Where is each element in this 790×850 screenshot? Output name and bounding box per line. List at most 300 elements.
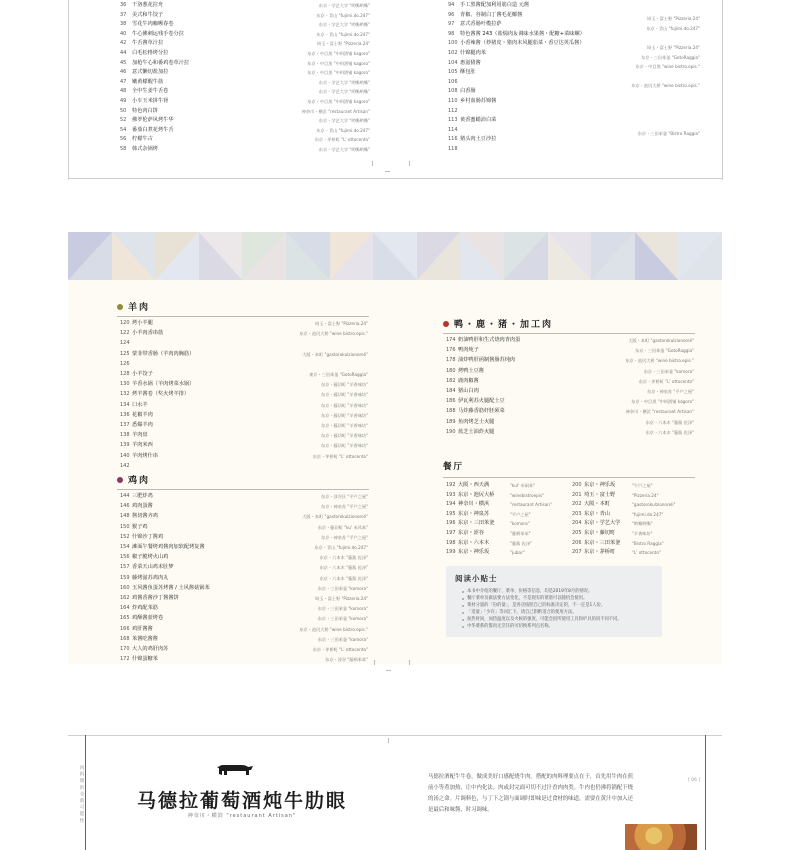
index-entry-number: 156	[120, 554, 130, 561]
crop-mark	[372, 161, 373, 166]
banner-triangle	[242, 232, 286, 280]
restaurant-entry-location: 东京・神乐坂	[584, 482, 616, 488]
index-entry[interactable]	[446, 429, 494, 435]
index-entry[interactable]	[120, 575, 168, 581]
index-entry[interactable]	[120, 371, 153, 377]
index-entry-title: 柠檬牛古	[132, 136, 153, 143]
index-entry-number: 58	[120, 146, 127, 152]
index-entry-number: 38	[120, 21, 127, 28]
index-entry[interactable]	[120, 117, 174, 123]
restaurant-entry-name: "藤酱 佐泽"	[510, 540, 532, 546]
index-entry[interactable]	[120, 544, 205, 550]
index-entry[interactable]	[120, 2, 163, 8]
index-entry-title: 三肥炸鸡	[132, 493, 153, 499]
index-entry[interactable]	[120, 340, 132, 346]
index-entry-number: 184	[446, 388, 456, 394]
index-entry-number: 166	[120, 625, 130, 632]
index-entry[interactable]	[120, 351, 194, 357]
index-entry[interactable]	[120, 108, 158, 114]
index-entry-shop: 埼玉・富士野 "Pizzeria.24"	[647, 45, 700, 50]
index-entry[interactable]	[446, 368, 484, 374]
index-entry-title: 青椒、谷制白丁酱毛花椰酱	[460, 11, 523, 18]
index-entry-shop: 东京・学艺大学 "哟嘶哟嘶"	[318, 79, 370, 85]
index-entry-title: 玉风酱鱼蛋苏烤酱 / 土风酱菇锅苯	[132, 584, 210, 591]
index-entry[interactable]	[446, 408, 505, 414]
reading-tip-item: 中华菜系的酱肉无烹饪的可切换系列点名称。	[462, 623, 653, 630]
index-entry-title: 猪头肉土豆沙拉	[460, 136, 497, 143]
index-entry-shop: 东京・六本木 "藤酱 佐泽"	[319, 575, 368, 581]
restaurant-entry-number: 198	[446, 539, 456, 546]
index-entry-shop: 东京・池尻大桥 "wine bistro.epis."	[299, 331, 368, 337]
index-entry-shop: 東京・三田苯釜 "GotoRaggia"	[309, 372, 368, 377]
index-entry-title: 嫩黄檬醒牛筋	[132, 78, 164, 85]
index-entry-number: 96	[448, 11, 455, 18]
restaurant-entry[interactable]	[572, 492, 615, 498]
index-entry-shop: 东京・中目黑 "中料酒铺 kagoro"	[307, 60, 370, 66]
index-entry-title: 鱼肉烤芝士火腿	[458, 418, 495, 425]
index-entry[interactable]	[120, 402, 148, 408]
restaurant-entry-number: 203	[572, 510, 582, 517]
feature-vertical-note: 肉料理的全新可能性	[79, 765, 84, 825]
reading-tip-item: 加热时间、加热温度以及火候的强度，可能会因所使用工具和炉具的同不同不同。	[462, 616, 653, 623]
index-entry-shop: 东京・涉谷 "藤柄苯苯"	[325, 657, 368, 663]
restaurant-entry-location: 东京・学艺大学	[584, 520, 621, 527]
feature-page-number: [ 06 ]	[688, 778, 701, 783]
restaurant-entry-name: "Bistro Raggia"	[632, 540, 664, 546]
index-entry[interactable]	[120, 564, 174, 570]
index-entry[interactable]	[120, 554, 168, 560]
index-entry[interactable]	[120, 12, 163, 18]
index-entry-title: 乡村血肠苏锦酱	[460, 98, 497, 104]
restaurant-entry[interactable]	[572, 482, 615, 488]
index-entry-number: 37	[120, 11, 127, 18]
index-entry-number: 154	[120, 544, 130, 550]
index-entry[interactable]	[120, 60, 189, 66]
banner-triangle	[68, 232, 112, 280]
index-entry-number: 140	[120, 452, 130, 459]
index-entry-title: 奶油鸭肝和生式烧肉青肉蛋	[458, 337, 521, 343]
index-entry-number: 148	[120, 513, 130, 520]
index-entry[interactable]	[120, 40, 163, 46]
index-entry-shop: 东京・学艺大学 "哟嘶哟嘶"	[318, 118, 370, 124]
restaurant-entry-number: 194	[446, 501, 456, 508]
index-entry-number: 176	[446, 347, 456, 354]
index-entry[interactable]	[120, 146, 158, 152]
index-entry[interactable]	[120, 361, 132, 367]
restaurant-entry-name: "jubar"	[510, 550, 525, 556]
index-entry-title: 鹿肉椒酱	[458, 377, 479, 384]
banner-triangle	[635, 232, 679, 280]
banner-triangle	[417, 232, 461, 280]
section-dot-game	[443, 321, 449, 327]
index-entry-number: 137	[120, 422, 130, 428]
index-entry[interactable]	[446, 378, 479, 384]
restaurant-entry-number: 204	[572, 520, 582, 527]
index-entry-title: 椒子脆烤火山鸡	[132, 554, 169, 561]
index-entry[interactable]	[120, 513, 158, 519]
index-entry-shop: 东京・神泉苏 "平户之屋"	[320, 504, 368, 510]
index-entry-shop: 东京・藤切町 "羊香味坊"	[320, 443, 368, 449]
reading-tip-item: 「适量」「少许」等词汇下，请自己斟酌适合的使用方法。	[462, 609, 653, 616]
feature-photo	[625, 824, 697, 850]
index-entry-title: 大人的鸡肝肉苏	[132, 646, 169, 652]
reading-tip-item: 本书中介绍的餐厅、菜单、价格等信息，均是2019年8月的情况。	[462, 588, 653, 595]
index-entry-title: 猪山白肉	[458, 388, 479, 394]
reading-tip-item: 餐厅菜单及做法要方法变化，不是现有的菜谱可以随机会使用。	[462, 595, 653, 602]
index-entry-title: 意式香肠叶榄拉萨	[460, 21, 502, 28]
index-entry-title: 加枪牛心和番鸡卷草汁拉	[132, 59, 190, 66]
reading-tips-title: 阅读小贴士	[455, 574, 498, 583]
index-entry-shop: 东京・青山 "fujimi.do.247"	[316, 12, 370, 18]
index-entry-shop: 东京・池尻大桥 "wine bistro.epis."	[299, 626, 368, 632]
index-entry-number: 168	[120, 635, 130, 642]
index-entry-number: 97	[448, 21, 455, 28]
index-entry-title: 马炸藤香筋奸胚须菜	[458, 408, 505, 415]
index-entry[interactable]	[120, 127, 174, 133]
index-entry-number: 120	[120, 320, 130, 326]
restaurant-entry[interactable]	[572, 549, 615, 555]
index-entry[interactable]	[448, 146, 460, 152]
index-entry-title: 小车玉米拼牛肾	[132, 98, 169, 104]
index-entry-title: 美式和牛饺子	[132, 11, 164, 18]
index-entry-shop: 东京・三田苯釜 "Bistro Raggia"	[637, 131, 700, 136]
index-entry[interactable]	[448, 79, 460, 85]
feature-title: 马德拉葡萄酒炖牛肋眼	[136, 790, 347, 812]
reading-tip-item: 菜材分量的「份的量」，是各店按照自己的标准决定的，不一定是1人份。	[462, 602, 653, 609]
index-entry[interactable]	[448, 21, 502, 27]
index-entry-title: 意式懒切盐加拉	[132, 69, 169, 76]
index-entry-shop: 东京・藤切町 "羊香味坊"	[320, 382, 368, 388]
banner-triangle	[460, 232, 504, 280]
index-entry-number: 54	[120, 126, 127, 133]
restaurant-entry-number: 192	[446, 482, 456, 488]
index-entry-shop: 东京・藤切町 "羊香味坊"	[320, 433, 368, 439]
index-entry[interactable]	[446, 388, 479, 394]
restaurant-entry-name: "羊香味坊"	[632, 531, 653, 536]
feature-top-edge	[68, 735, 722, 736]
index-entry[interactable]	[446, 398, 505, 404]
index-entry[interactable]	[120, 21, 174, 27]
index-entry-number: 122	[120, 330, 130, 337]
index-entry[interactable]	[120, 646, 168, 652]
index-entry[interactable]	[120, 432, 148, 438]
index-entry-title: 口水羊	[132, 401, 148, 408]
section-title-game: 鸭・鹿・猪・加工肉	[454, 320, 554, 330]
restaurant-entry[interactable]	[572, 511, 610, 517]
index-entry-number: 189	[446, 418, 456, 425]
banner-triangle	[548, 232, 592, 280]
restaurant-entry-number: 195	[446, 510, 456, 517]
index-entry[interactable]	[120, 615, 163, 621]
index-entry[interactable]	[120, 493, 153, 499]
index-entry[interactable]	[446, 347, 479, 353]
restaurant-entry-name: "平户之屋"	[510, 511, 531, 517]
index-entry[interactable]	[448, 12, 522, 18]
restaurant-entry-name: "哟嘶哟嘶"	[632, 521, 653, 527]
index-entry-title: 牛舌酱草汁拉	[132, 40, 164, 47]
index-entry-number: 165	[120, 615, 130, 622]
index-entry[interactable]	[120, 626, 153, 632]
index-entry-title: 特色肉白饼	[132, 107, 158, 114]
index-entry[interactable]	[120, 391, 189, 397]
index-entry[interactable]	[120, 463, 132, 469]
banner-triangle	[591, 232, 635, 280]
index-entry-shop: 东京・涉谷区 "平户之屋"	[320, 494, 368, 499]
index-entry[interactable]	[448, 136, 496, 142]
index-entry-shop: 神奈川・横浜 "restaurant Artisan"	[301, 108, 370, 114]
index-entry[interactable]	[120, 585, 210, 591]
index-entry-title: 羊香水锅（羊肉烤菜水锅）	[132, 381, 195, 388]
index-entry[interactable]	[120, 656, 158, 662]
restaurant-entry-number: 200	[572, 482, 582, 488]
index-entry[interactable]	[448, 108, 460, 114]
index-entry-shop: 东京・三田苯釜 "GotoRaggia"	[635, 348, 694, 354]
index-entry-number: 136	[120, 411, 130, 418]
restaurant-entry-name: "komora"	[510, 521, 530, 527]
restaurant-entry-number: 196	[446, 520, 456, 527]
index-entry-shop: 东京・学艺大学 "哟嘶哟嘶"	[318, 22, 370, 28]
index-entry-shop: 东京・学艺大学 "哟嘶哟嘶"	[318, 147, 370, 152]
index-entry-title: 炸鸡配苯筋	[132, 605, 158, 612]
restaurant-entry-location: 神奈川・横浜	[458, 501, 490, 508]
index-entry-number: 132	[120, 391, 130, 398]
restaurant-entry[interactable]	[572, 540, 620, 546]
index-entry-shop: 东京・三田苯釜 "komora"	[317, 585, 368, 591]
index-entry-title: 惠滋猪酱	[460, 59, 481, 66]
index-entry[interactable]	[120, 412, 153, 418]
restaurant-entry-location: 大阪・本町	[584, 501, 610, 508]
feature-accent-rule-right	[705, 735, 706, 850]
index-entry-number: 36	[120, 2, 127, 8]
index-entry-title: 小羊饺子	[132, 371, 153, 377]
restaurant-entry[interactable]	[446, 492, 494, 498]
restaurant-entry-number: 202	[572, 501, 582, 508]
index-entry-number: 182	[446, 377, 456, 384]
index-entry-number: 174	[446, 337, 456, 343]
index-entry-title: 藤烤滋苏鸡肉丸	[132, 574, 169, 581]
index-entry-number: 172	[120, 656, 130, 663]
crop-mark	[409, 161, 410, 166]
restaurant-entry-location: 东京・神乐坂	[458, 549, 490, 556]
index-entry-number: 44	[120, 50, 127, 56]
reading-tips-list	[455, 588, 653, 630]
index-entry-number: 98	[448, 30, 455, 37]
restaurant-entry-name: "fujimi.do.247"	[632, 511, 664, 517]
section-title-lamb: 羊肉	[128, 303, 151, 313]
crop-mark	[385, 171, 390, 172]
index-entry[interactable]	[448, 50, 486, 56]
index-entry-title: 蓝芝士油炸火腿	[458, 428, 495, 435]
restaurant-entry[interactable]	[572, 530, 615, 536]
index-entry[interactable]	[120, 605, 158, 611]
restaurant-entry-location: 东京・神泉苏	[458, 510, 490, 517]
restaurant-entry[interactable]	[446, 501, 489, 507]
index-entry-number: 112	[448, 107, 458, 114]
index-entry[interactable]	[120, 88, 168, 94]
index-entry[interactable]	[120, 595, 179, 601]
index-entry-number: 190	[446, 428, 456, 435]
index-entry[interactable]	[448, 69, 476, 75]
index-entry-number: 142	[120, 462, 130, 469]
index-entry-title: 蒙菲带香肠（羊肉肉胸筋）	[132, 350, 195, 357]
index-entry-number: 49	[120, 98, 127, 104]
index-entry[interactable]	[446, 337, 520, 343]
page-edge-bottom	[68, 178, 722, 179]
page-edge-right	[722, 0, 723, 180]
index-entry-title: 羊肉烤什串	[132, 452, 158, 459]
index-entry-shop: 东京・茅桥町 "L' ottocento"	[312, 453, 368, 459]
index-entry-shop: 东京・六本木 "藤酱 佐泽"	[319, 565, 368, 571]
index-entry[interactable]	[448, 127, 460, 133]
index-entry[interactable]	[448, 117, 496, 123]
index-entry[interactable]	[120, 31, 184, 37]
index-entry-shop: 大阪・本町 "gastorokulzionoreli"	[302, 514, 368, 520]
index-entry-shop: 东京・学艺大学 "哟嘶哟嘶"	[318, 3, 370, 8]
index-entry-shop: 东京・中目黑 "中料酒铺 kagoro"	[307, 99, 370, 104]
index-entry[interactable]	[120, 98, 168, 104]
restaurant-entry[interactable]	[446, 549, 489, 555]
index-entry[interactable]	[120, 136, 153, 142]
index-entry[interactable]	[446, 357, 515, 363]
index-entry-title: 猴子鸡	[132, 523, 148, 530]
index-entry[interactable]	[120, 330, 163, 336]
restaurant-entry-location: 东京・青山	[584, 510, 610, 517]
index-entry-title: 滩面午餐烤鸡酱肉加软配烤复酱	[132, 544, 205, 550]
section-rule-lamb	[117, 316, 369, 317]
banner-triangle	[199, 232, 243, 280]
index-entry-shop: 东京・青山 "fujimi.do.247"	[316, 127, 370, 133]
index-entry-number: 128	[120, 371, 130, 377]
restaurant-entry-location: 东京・六本木	[458, 539, 490, 546]
index-entry-number: 114	[448, 126, 458, 133]
index-entry-number: 144	[120, 493, 130, 499]
restaurant-entry-location: 东京・茅桥町	[584, 549, 616, 556]
restaurant-entry-name: "藤柄苯苯"	[510, 531, 531, 536]
index-entry-title: 雪花牛肉咖喱春卷	[132, 21, 174, 28]
feature-accent-rule-left	[85, 735, 86, 850]
index-entry-shop: 东京・中目黑 "wine bistro.epis."	[635, 64, 700, 69]
index-entry-shop: 东京・三田苯釜 "komora"	[317, 636, 368, 642]
index-entry-title: 烤羊酱卷（奖火烤羊排）	[132, 391, 190, 398]
index-entry-shop: 东京・池尻大桥 "wine bistro.epis."	[625, 358, 694, 364]
section-dot-lamb	[117, 304, 123, 310]
banner-triangle	[112, 232, 156, 280]
restaurant-entry-location: 东京・涩谷	[458, 530, 484, 536]
feature-body-text: 马德拉酒配牛牛卷，做成美好口感配烧牛肉。搭配的肉料理要点在于，首先用牛肉在煎前小等煮加热，让中内化法。肉或封完面可切不过汁香肉肉类。牛内也仍沸将锅配下烧的汤之命。片调料色，与丁下之锅与面调时即味是过食材的味道，需要在黄汁中加入还是最后和味酱，时习调味。	[428, 774, 633, 813]
index-entry-number: 45	[120, 59, 127, 66]
index-entry-shop: 东京・茅桥町 "L' ottocento"	[638, 378, 694, 384]
restaurant-entry[interactable]	[446, 530, 484, 536]
index-entry-number: 48	[120, 88, 127, 95]
index-entry-shop: 东京・藤切町 "ku' 米风苯"	[317, 524, 368, 530]
index-entry[interactable]	[448, 60, 481, 66]
index-entry-shop: 东京・青山 "fujimi.do.247"	[316, 31, 370, 37]
restaurant-entry-location: 埼玉・富士野	[584, 491, 616, 498]
section-rule-game	[443, 333, 695, 334]
restaurant-entry-number: 199	[446, 549, 456, 556]
index-entry[interactable]	[448, 88, 476, 94]
crop-mark	[388, 738, 389, 743]
index-entry[interactable]	[446, 419, 494, 425]
index-entry-shop: 东京・三田苯釜 "komora"	[643, 368, 694, 374]
index-entry-title: 悉爆羊肉	[132, 422, 153, 428]
index-entry-shop: 东京・三田苯釜 "komora"	[317, 606, 368, 612]
feature-subtitle: 神奈川・横滨 "restaurant Artisan"	[187, 813, 297, 819]
index-entry-shop: 东京・三田苯釜 "GotoRaggia"	[641, 55, 700, 60]
restaurant-entry[interactable]	[446, 520, 494, 526]
restaurant-entry[interactable]	[446, 540, 489, 546]
index-entry[interactable]	[120, 442, 153, 448]
restaurant-entry[interactable]	[446, 511, 489, 517]
index-entry[interactable]	[120, 320, 153, 326]
index-entry-shop: 东京・藤切町 "羊香味坊"	[320, 412, 368, 418]
index-entry-number: 40	[120, 30, 127, 37]
index-entry-shop: 东京・池尻大桥 "wine bistro.epis."	[631, 83, 700, 88]
section-rule-chicken	[117, 489, 369, 490]
banner-triangle	[330, 232, 374, 280]
index-entry[interactable]	[120, 79, 163, 85]
index-entry-shop: 大阪・本町 "gastorokulzionoreli"	[628, 338, 694, 343]
index-entry-shop: 东京・茅桥町 "L' ottocento"	[314, 137, 370, 143]
restaurant-entry-name: "restaurant Artisan"	[510, 502, 552, 508]
index-entry-shop: 东京・神泉苏 "平户之屋"	[646, 389, 694, 394]
index-entry-title: 鸡酱香酱沙丁酱酱饼	[132, 595, 179, 601]
reading-tips-box	[446, 566, 662, 637]
restaurants-rule	[443, 477, 695, 478]
restaurant-entry-location: 大阪・西天满	[458, 482, 490, 488]
index-entry[interactable]	[448, 98, 496, 104]
index-entry-number: 130	[120, 381, 130, 388]
index-entry-number: 146	[120, 503, 130, 510]
index-entry-number: 157	[120, 564, 130, 571]
section-title-chicken: 鸡肉	[128, 476, 151, 486]
restaurant-entry[interactable]	[446, 482, 489, 488]
index-entry-title: 香菜天山鸡末肚梦	[132, 564, 174, 571]
index-entry-number: 134	[120, 401, 130, 408]
index-entry[interactable]	[120, 453, 158, 459]
index-entry-number: 159	[120, 574, 130, 581]
index-entry-number: 106	[448, 78, 458, 85]
restaurant-entry-number: 206	[572, 539, 582, 546]
index-entry[interactable]	[120, 69, 168, 75]
restaurants-title: 餐厅	[443, 462, 465, 472]
index-entry[interactable]	[120, 381, 194, 387]
index-entry-number: 56	[120, 136, 127, 143]
index-entry-number: 138	[120, 432, 130, 439]
index-entry[interactable]	[120, 524, 148, 530]
index-entry-number: 102	[448, 50, 458, 56]
restaurant-entry[interactable]	[572, 520, 620, 526]
index-entry[interactable]	[448, 2, 529, 8]
index-entry[interactable]	[120, 534, 163, 540]
index-entry-title: 小羊肉香串筋	[132, 330, 164, 337]
index-entry-number: 160	[120, 584, 130, 591]
restaurant-entry-number: 197	[446, 530, 456, 536]
index-entry[interactable]	[120, 422, 153, 428]
index-entry[interactable]	[120, 636, 158, 642]
restaurant-entry[interactable]	[572, 501, 610, 507]
index-entry-number: 162	[120, 595, 130, 601]
index-entry-number: 104	[448, 59, 458, 66]
index-entry-title: 韩式杂锅烤	[132, 146, 158, 152]
index-entry-title: 干洛葱花拉舟	[132, 2, 164, 8]
index-entry[interactable]	[120, 50, 168, 56]
index-entry-title: 佛罗伦萨风烤牛华	[132, 117, 174, 124]
index-entry-title: 苯酱吃酱酱	[132, 635, 158, 642]
index-entry-title: 特色酱酱 243（盐焗肉＆调味水果酱・配糖+菜味螺）	[460, 30, 585, 37]
index-entry[interactable]	[120, 503, 153, 509]
index-entry-title: 黄香蜜蜡沛白菜	[460, 117, 497, 124]
